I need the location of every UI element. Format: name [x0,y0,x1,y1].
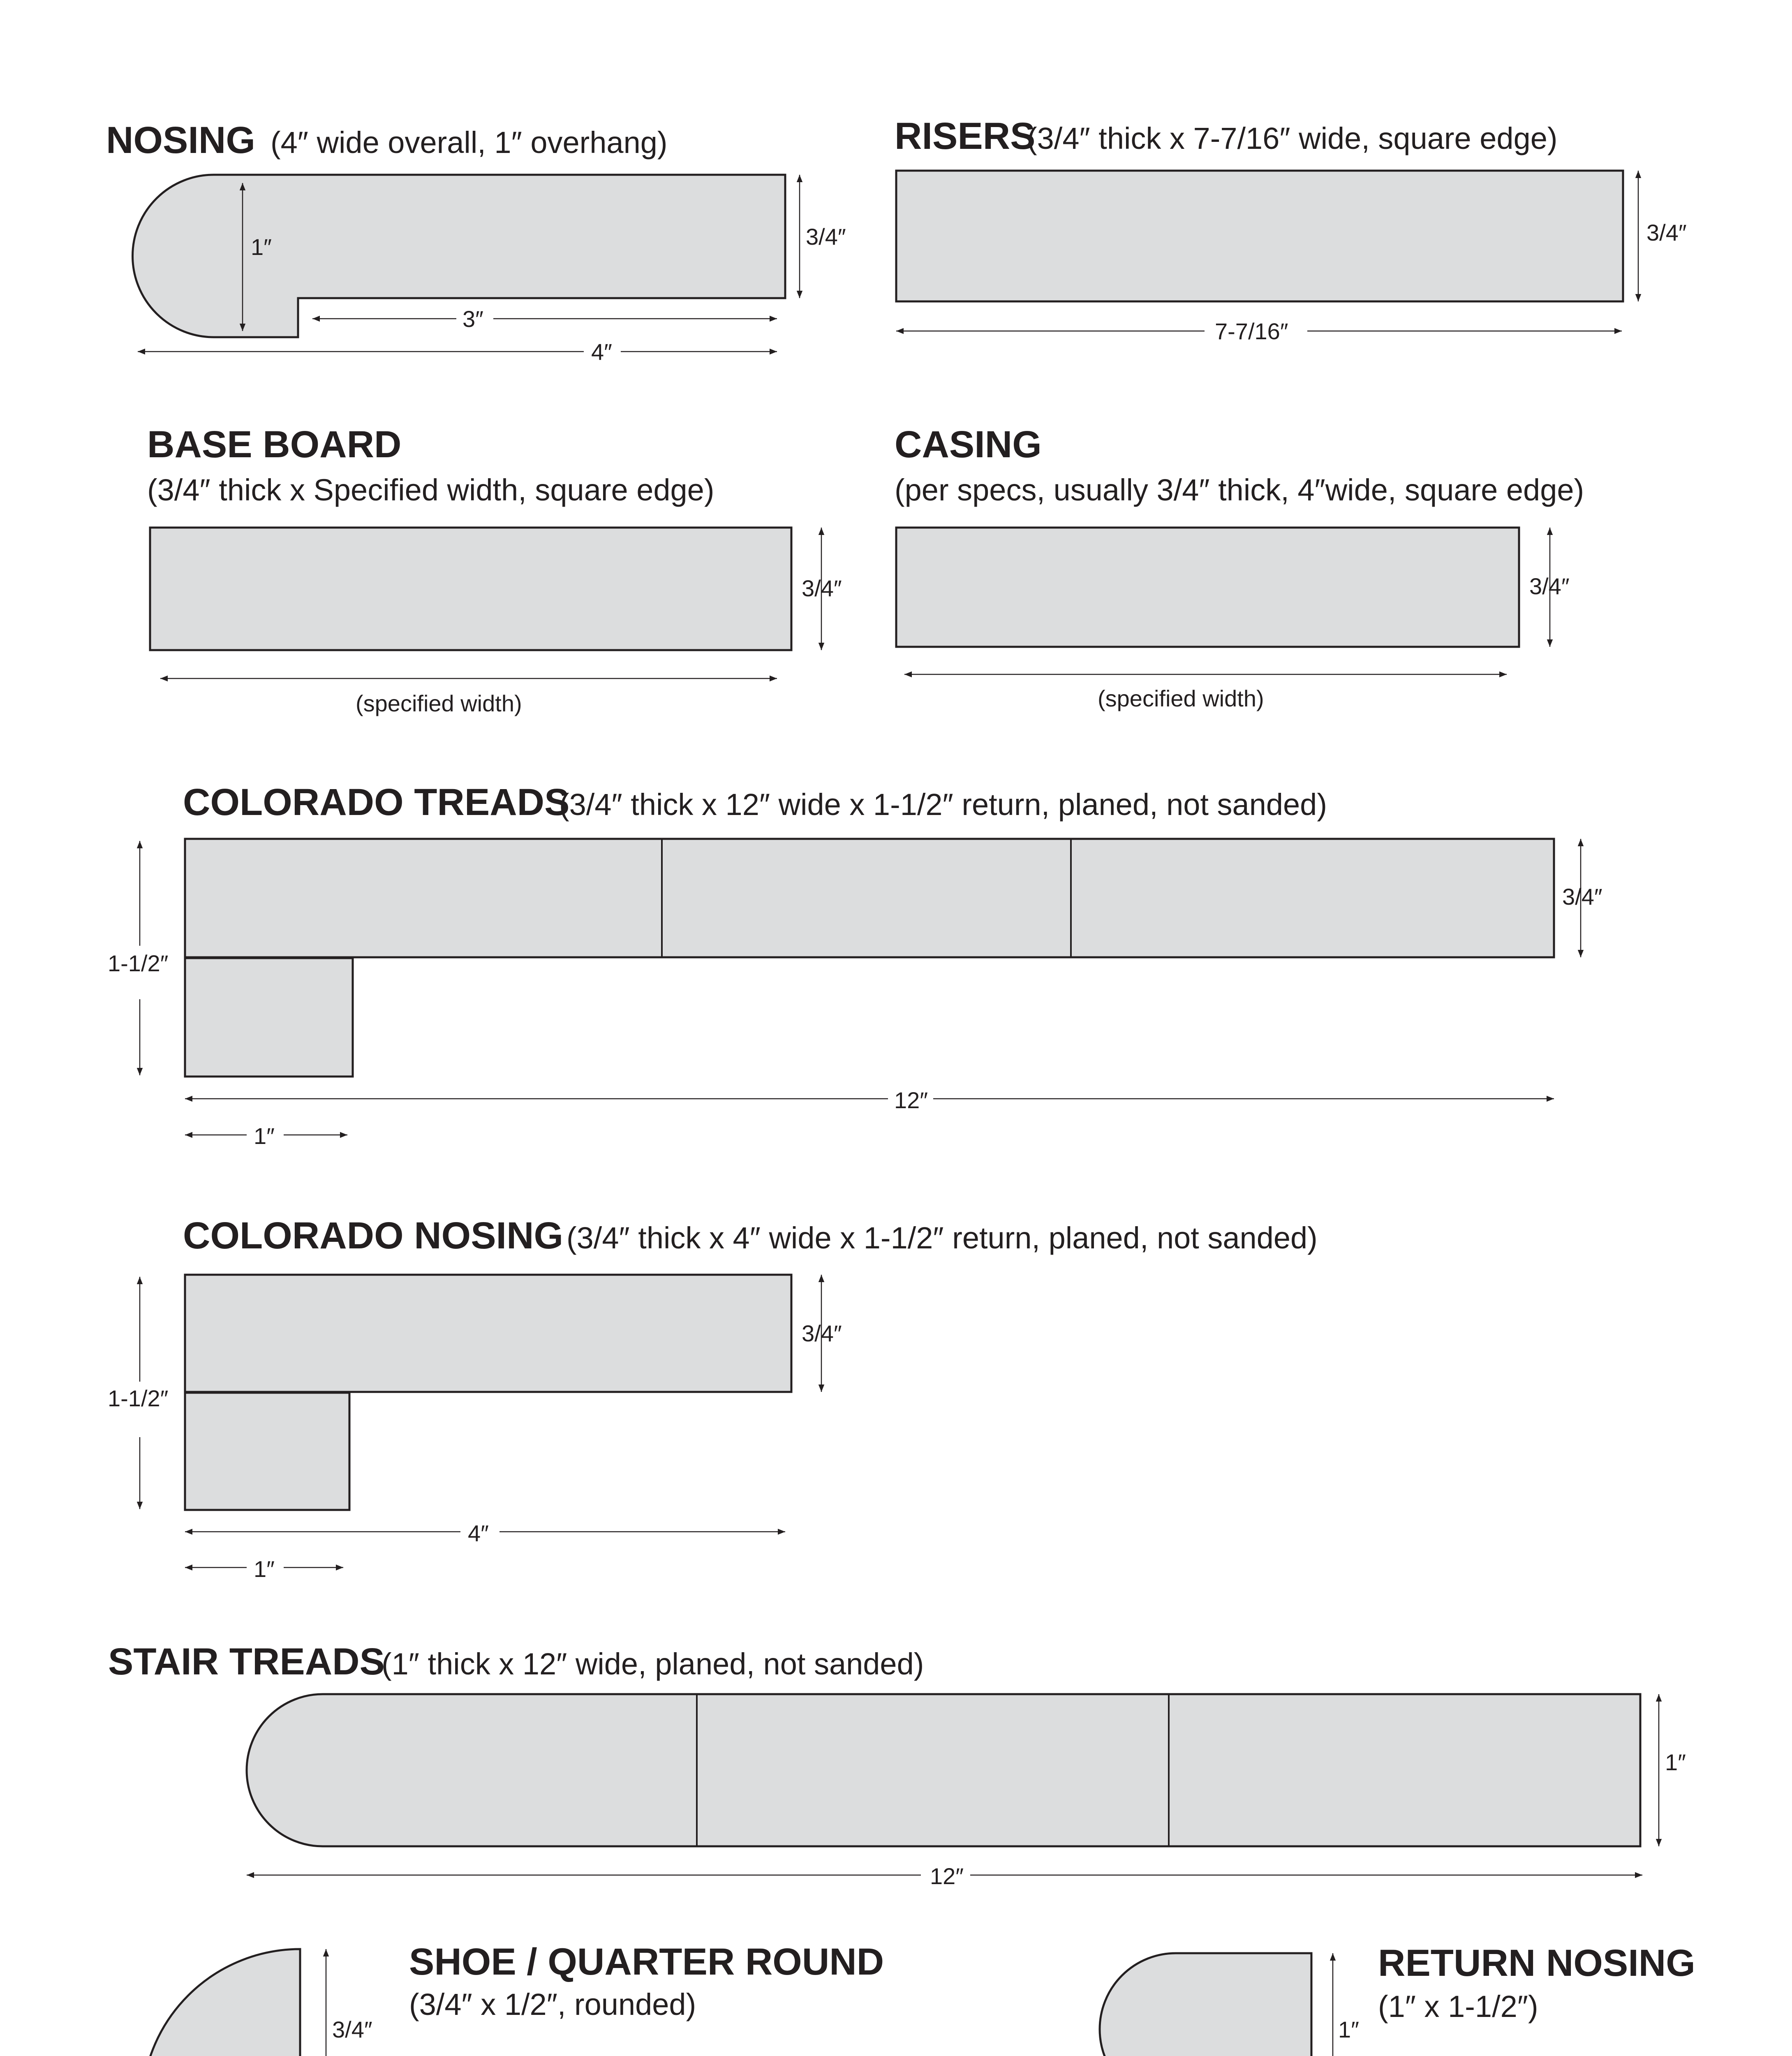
nosing-section [106,119,846,365]
shoe-quarter-round-subtitle: (3/4″ x 1/2″, rounded) [409,1987,696,2021]
colorado-nosing-subtitle: (3/4″ thick x 4″ wide x 1-1/2″ return, planed, not sanded) [567,1221,1318,1255]
stair-treads-title: STAIR TREADS [108,1641,385,1683]
colorado-treads-title: COLORADO TREADS [183,781,570,823]
return-nosing-height-dim: 1″ [1338,2017,1359,2042]
colorado-treads-return-profile [185,958,353,1077]
stair-treads-thickness-dim: 1″ [1665,1749,1686,1775]
colorado-nosing-width-dim: 4″ [468,1520,489,1546]
base-board-title: BASE BOARD [147,424,402,465]
casing-section [895,424,1584,711]
shoe-quarter-round-section [142,1941,884,2056]
nosing-thickness-dim: 3/4″ [806,224,846,250]
return-nosing-profile [1100,1953,1311,2056]
risers-section [895,115,1687,344]
shoe-quarter-round-height-dim: 3/4″ [332,2017,372,2042]
colorado-treads-subtitle: (3/4″ thick x 12″ wide x 1-1/2″ return, planed, not sanded) [559,787,1327,822]
risers-title: RISERS [895,115,1036,157]
colorado-nosing-return-profile [185,1393,349,1510]
nosing-title: NOSING [106,119,255,161]
stair-treads-section [108,1641,1686,1889]
shoe-quarter-round-profile [142,1949,300,2056]
return-nosing-section [1100,1942,1695,2056]
nosing-overall-dim: 4″ [591,339,612,365]
colorado-treads-return-dim: 1-1/2″ [108,950,169,976]
nosing-body-dim: 3″ [462,306,483,332]
base-board-profile [150,528,791,650]
colorado-nosing-tread-profile [185,1275,791,1392]
risers-profile [896,171,1623,301]
colorado-nosing-return-dim: 1-1/2″ [108,1385,169,1411]
colorado-treads-tread-profile [185,839,1554,957]
colorado-treads-return-width-dim: 1″ [254,1123,275,1149]
return-nosing-subtitle: (1″ x 1-1/2″) [1378,1989,1538,2024]
risers-width-dim: 7-7/16″ [1215,318,1288,344]
base-board-section [147,424,842,716]
casing-thickness-dim: 3/4″ [1529,573,1570,599]
nosing-overhang-dim: 1″ [251,234,272,260]
colorado-nosing-title: COLORADO NOSING [183,1215,564,1257]
casing-width-dim: (specified width) [1098,685,1264,711]
casing-title: CASING [895,424,1042,465]
base-board-thickness-dim: 3/4″ [802,575,842,601]
colorado-nosing-return-width-dim: 1″ [254,1556,275,1582]
base-board-subtitle: (3/4″ thick x Specified width, square edge) [147,473,714,507]
stair-treads-subtitle: (1″ thick x 12″ wide, planed, not sanded) [382,1647,924,1681]
base-board-width-dim: (specified width) [356,690,522,716]
colorado-treads-thickness-dim: 3/4″ [1562,884,1602,910]
colorado-nosing-thickness-dim: 3/4″ [802,1320,842,1346]
casing-subtitle: (per specs, usually 3/4″ thick, 4″wide, square edge) [895,473,1584,507]
risers-thickness-dim: 3/4″ [1646,220,1687,245]
return-nosing-title: RETURN NOSING [1378,1942,1695,1984]
colorado-treads-section [108,781,1602,1149]
stair-treads-width-dim: 12″ [930,1863,964,1889]
stair-treads-profile [247,1694,1640,1846]
casing-profile [896,528,1519,647]
shoe-quarter-round-title: SHOE / QUARTER ROUND [409,1941,884,1983]
colorado-nosing-section [108,1215,1318,1582]
risers-subtitle: (3/4″ thick x 7-7/16″ wide, square edge) [1027,121,1558,155]
colorado-treads-width-dim: 12″ [894,1087,928,1113]
nosing-profile [133,175,786,337]
nosing-subtitle: (4″ wide overall, 1″ overhang) [271,125,668,160]
